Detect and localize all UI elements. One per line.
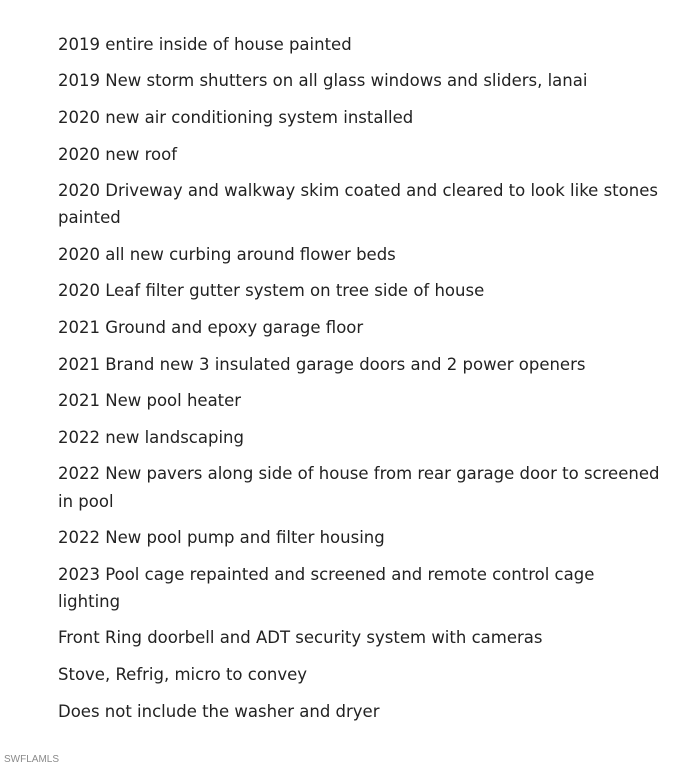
list-item: 2022 New pool pump and filter housing [58,528,385,547]
list-item: 2021 Ground and epoxy garage floor [58,318,364,337]
list-item: 2022 new landscaping [58,428,244,447]
list-item: 2021 Brand new 3 insulated garage doors and 2 power openers [58,355,586,374]
list-item-continuation: lighting [58,592,121,611]
list-item: 2022 New pavers along side of house from rear garage door to screened [58,464,660,483]
list-item: 2020 new roof [58,145,178,164]
list-item: 2020 new air conditioning system installed [58,108,414,127]
list-item-continuation: painted [58,208,121,227]
list-item: 2019 New storm shutters on all glass windows and sliders, lanai [58,71,588,90]
list-item-continuation: in pool [58,492,114,511]
list-item: 2020 all new curbing around flower beds [58,245,396,264]
list-item: 2020 Leaf filter gutter system on tree side of house [58,281,485,300]
list-item: Stove, Refrig, micro to convey [58,665,308,684]
list-item: Does not include the washer and dryer [58,702,380,721]
list-item: 2019 entire inside of house painted [58,35,352,54]
list-item: Front Ring doorbell and ADT security system with cameras [58,628,543,647]
watermark: SWFLAMLS [4,754,60,765]
list-item: 2020 Driveway and walkway skim coated and cleared to look like stones [58,181,658,200]
list-item: 2023 Pool cage repainted and screened and remote control cage [58,565,595,584]
list-item: 2021 New pool heater [58,391,242,410]
